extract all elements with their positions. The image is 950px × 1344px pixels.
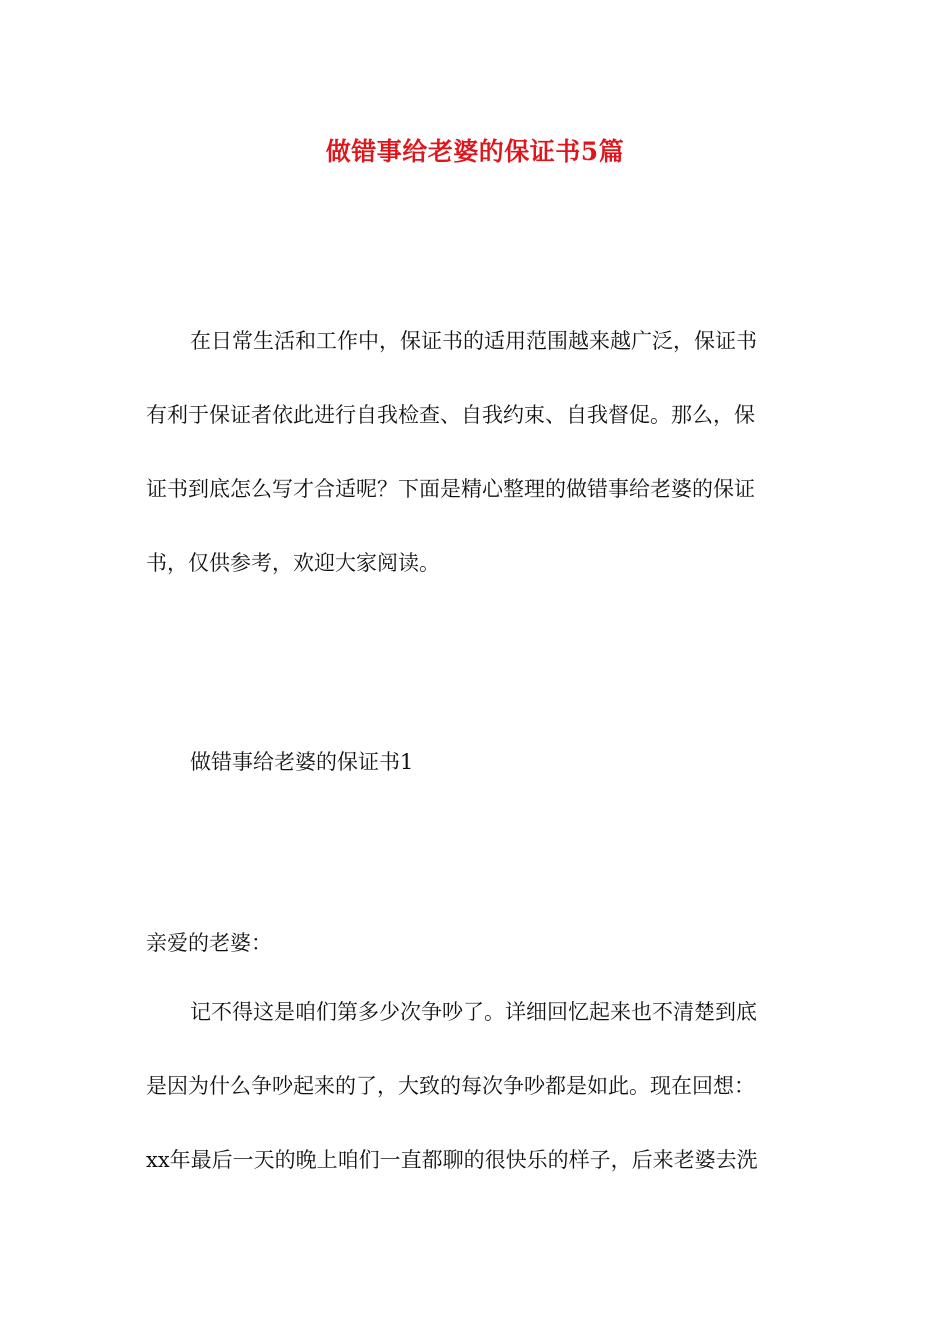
intro-line: 证书到底怎么写才合适呢？下面是精心整理的做错事给老婆的保证 bbox=[146, 477, 755, 501]
intro-line: 有利于保证者依此进行自我检查、自我约束、自我督促。那么，保 bbox=[146, 403, 755, 427]
intro-paragraph bbox=[146, 304, 806, 600]
body-paragraph bbox=[146, 975, 806, 1197]
document-title: 做错事给老婆的保证书5篇 bbox=[325, 137, 625, 166]
salutation: 亲爱的老婆： bbox=[146, 931, 272, 955]
body-line: xx年最后一天的晚上咱们一直都聊的很快乐的样子，后来老婆去洗 bbox=[146, 1148, 758, 1172]
body-line: 记不得这是咱们第多少次争吵了。详细回忆起来也不清楚到底 bbox=[190, 1000, 757, 1024]
section-heading: 做错事给老婆的保证书1 bbox=[190, 750, 414, 774]
intro-line: 书，仅供参考，欢迎大家阅读。 bbox=[146, 551, 440, 575]
intro-line: 在日常生活和工作中，保证书的适用范围越来越广泛，保证书 bbox=[190, 329, 757, 353]
body-line: 是因为什么争吵起来的了，大致的每次争吵都是如此。现在回想： bbox=[146, 1074, 755, 1098]
